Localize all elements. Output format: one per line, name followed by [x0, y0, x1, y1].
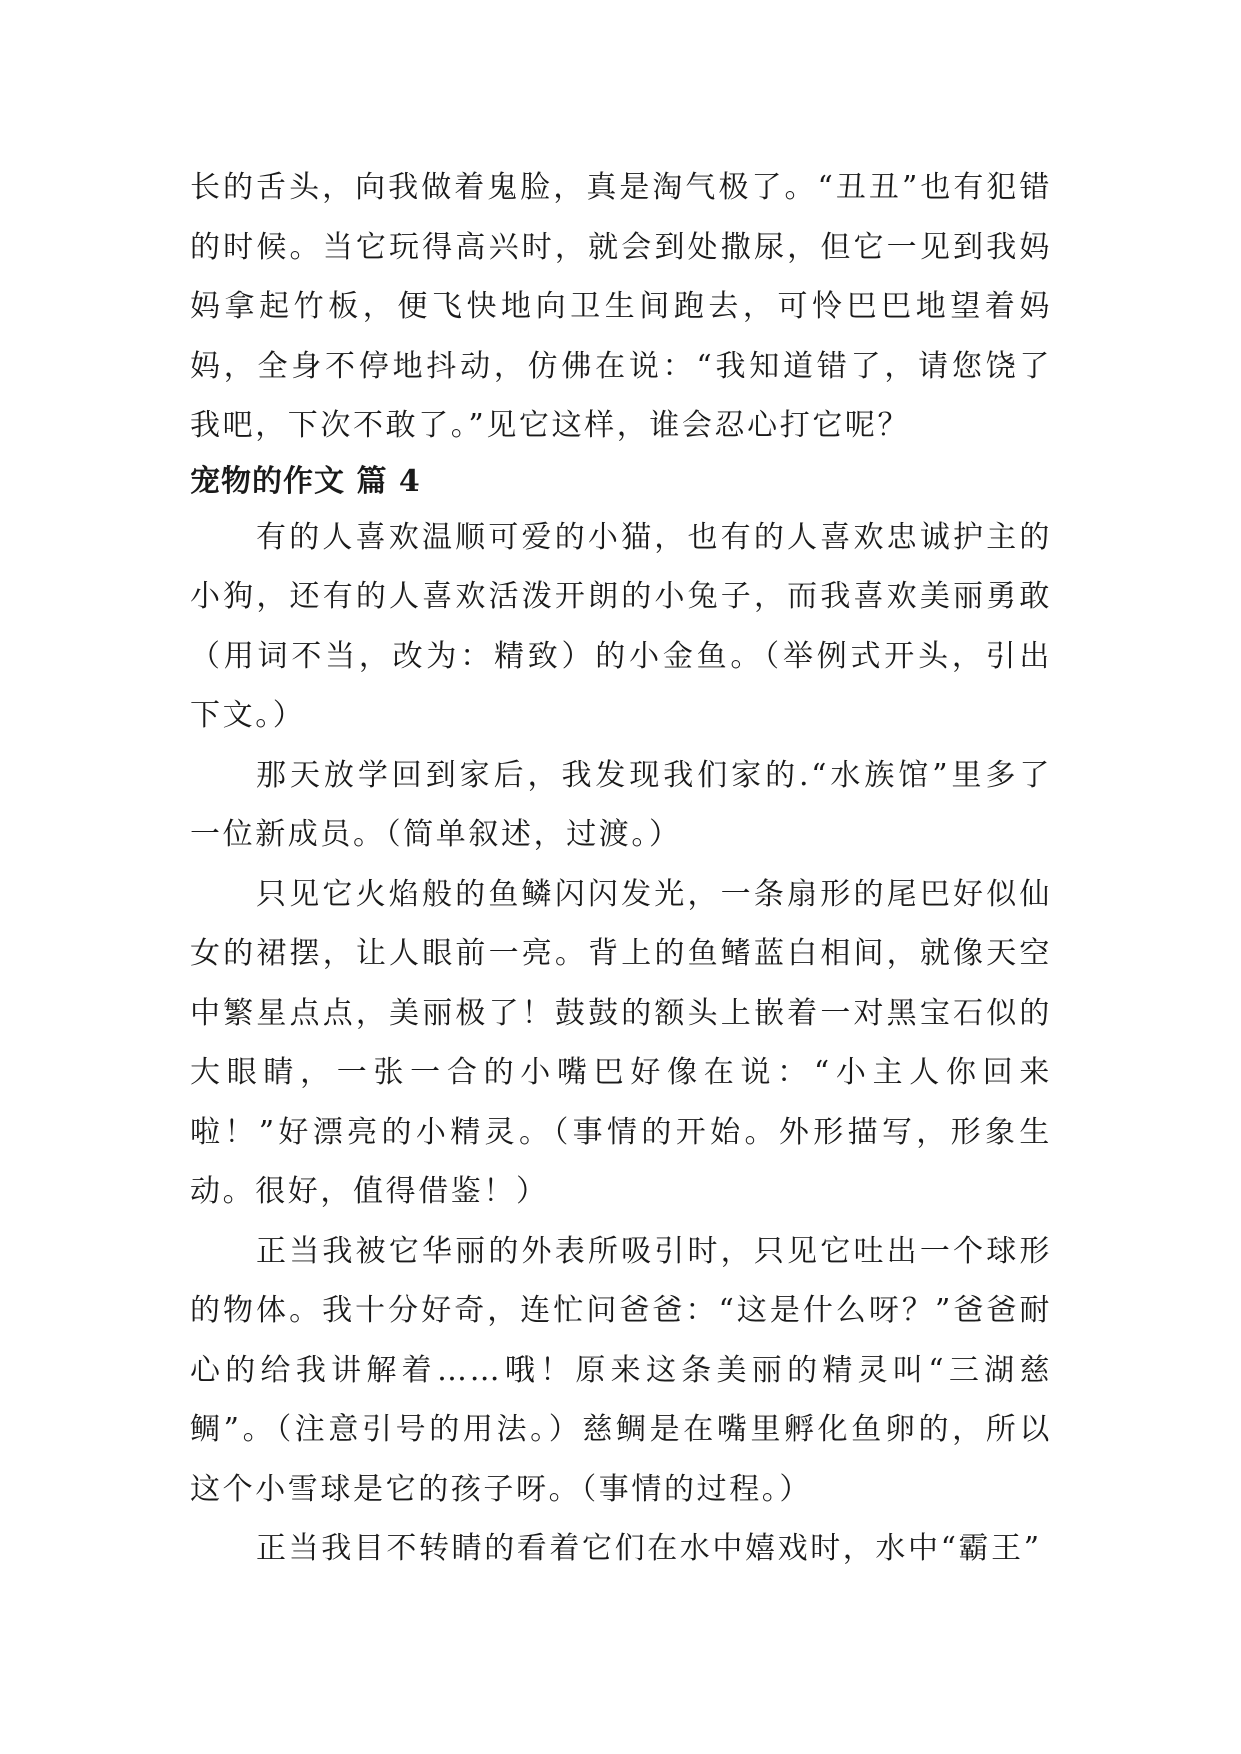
document-page [190, 158, 1052, 1579]
continued-paragraph: 长的舌头，向我做着鬼脸，真是淘气极了。“丑丑”也有犯错的时候。当它玩得高兴时，就会到处撒尿，但它一见到我妈妈拿起竹板，便飞快地向卫生间跑去，可怜巴巴地望着妈妈，全身不停地抖动，仿佛在说：“我知道错了，请您饶了我吧，下次不敢了。”见它这样，谁会忍心打它呢？ [190, 170, 1052, 443]
paragraph-continues: 正当我目不转睛的看着它们在水中嬉戏时，水中“霸王” [256, 1531, 1042, 1566]
section-heading: 宠物的作文 篇 4 [190, 463, 421, 499]
paragraph-appearance: 只见它火焰般的鱼鳞闪闪发光，一条扇形的尾巴好似仙女的裙摆，让人眼前一亮。背上的鱼鳍蓝白相间，就像天空中繁星点点，美丽极了！鼓鼓的额头上嵌着一对黑宝石似的大眼睛，一张一合的小嘴巴好像在说：“小主人你回来啦！”好漂亮的小精灵。（事情的开始。外形描写，形象生动。很好，值得借鉴！） [190, 876, 1052, 1209]
paragraph-process: 正当我被它华丽的外表所吸引时，只见它吐出一个球形的物体。我十分好奇，连忙问爸爸：“这是什么呀？”爸爸耐心的给我讲解着……哦！原来这条美丽的精灵叫“三湖慈鲷”。（注意引号的用法。）慈鲷是在嘴里孵化鱼卵的，所以这个小雪球是它的孩子呀。（事情的过程。） [190, 1233, 1052, 1507]
paragraph-new-member: 那天放学回到家后，我发现我们家的.“水族馆”里多了一位新成员。（简单叙述，过渡。） [190, 757, 1052, 852]
paragraph-intro: 有的人喜欢温顺可爱的小猫，也有的人喜欢忠诚护主的小狗，还有的人喜欢活泼开朗的小兔子，而我喜欢美丽勇敢（用词不当，改为：精致）的小金鱼。（举例式开头，引出下文。） [190, 519, 1052, 733]
